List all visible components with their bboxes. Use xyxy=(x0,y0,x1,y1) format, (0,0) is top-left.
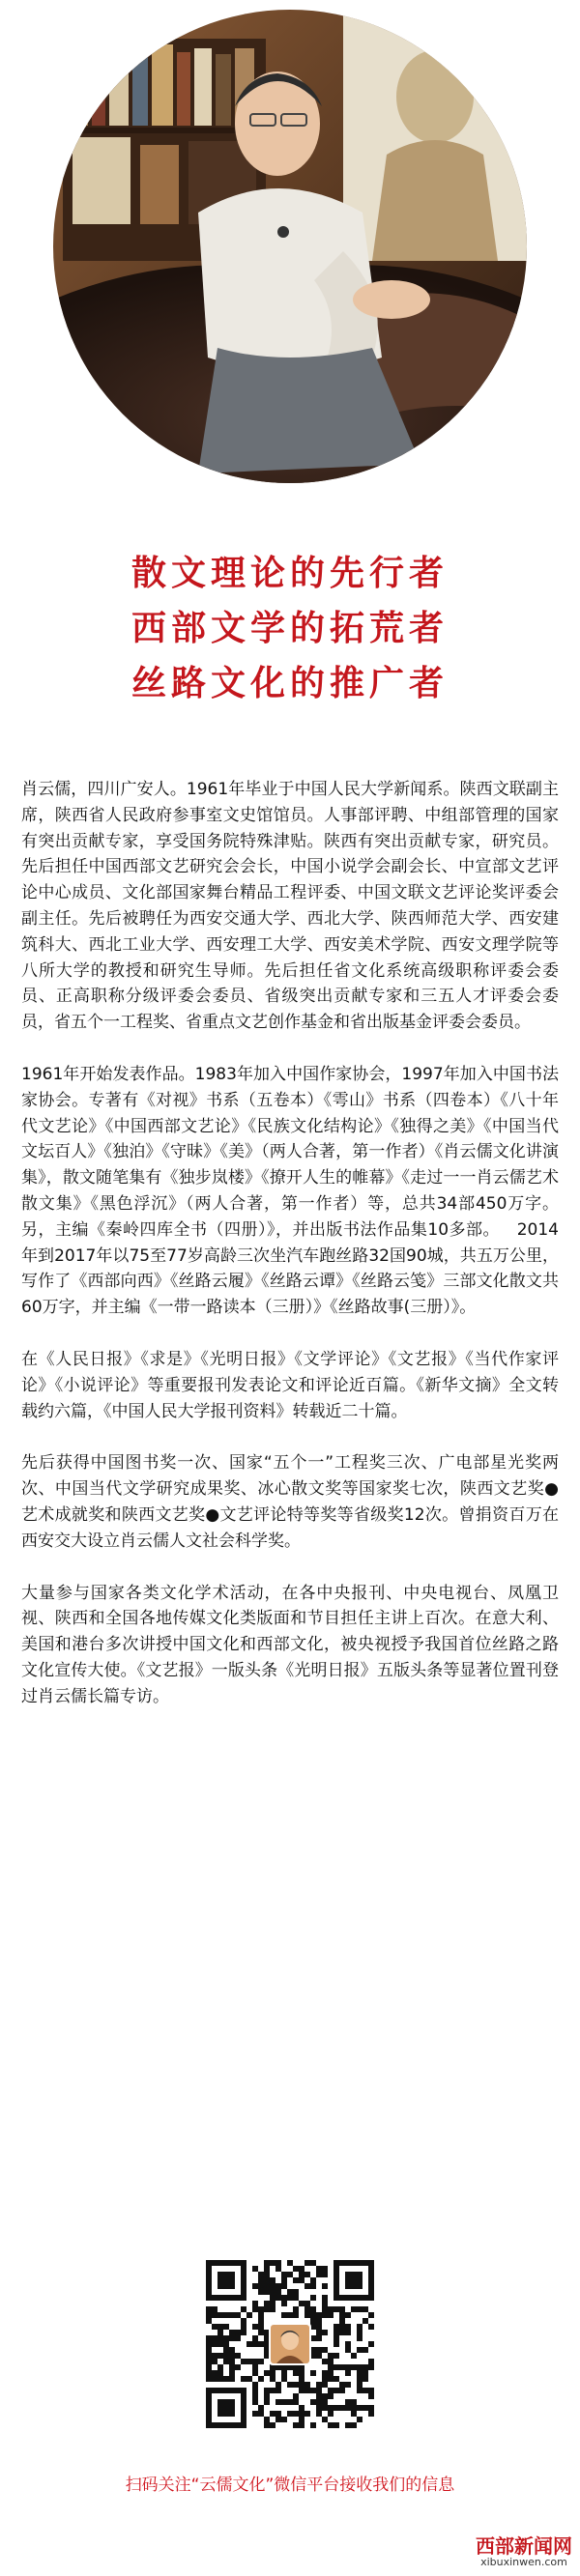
portrait-photo xyxy=(53,10,527,483)
headline-2: 西部文学的拓荒者 xyxy=(130,608,449,648)
site-watermark xyxy=(476,2536,572,2568)
qr-code xyxy=(203,2257,377,2431)
bio-paragraph-publications: 在《人民日报》《求是》《光明日报》《文学评论》《文艺报》《当代作家评论》《小说评论》等重要报刊发表论文和评论近百篇。《新华文摘》全文转载约六篇，《中国人民大学报刊资料》转载近二十篇。 xyxy=(21,1349,559,1421)
headline-3: 丝路文化的推广者 xyxy=(130,663,449,703)
watermark-logo: 西部新闻网 xyxy=(476,2534,572,2559)
bio-paragraph-awards: 先后获得中国图书奖一次、国家“五个一”工程奖三次、广电部星光奖两次、中国当代文学研究成果奖、冰心散文奖等国家奖七次，陕西文艺奖●艺术成就奖和陕西文艺奖●文艺评论特等奖等省级奖12次。曾捐资百万在西安交大设立肖云儒人文社会科学奖。 xyxy=(21,1453,559,1551)
headline-1: 散文理论的先行者 xyxy=(130,553,449,593)
bio-paragraph-activities: 大量参与国家各类文化学术活动，在各中央报刊、中央电视台、凤凰卫视、陕西和全国各地传媒文化类版面和节目担任主讲上百次。在意大利、美国和港台多次讲授中国文化和西部文化，被央视授予我国首位丝路之路文化宣传大使。《文艺报》一版头条《光明日报》五版头条等显著位置刊登过肖云儒长篇专访。 xyxy=(21,1583,559,1706)
qr-caption: 扫码关注“云儒文化”微信平台接收我们的信息 xyxy=(125,2476,455,2495)
bio-paragraph-intro: 肖云儒，四川广安人。1961年毕业于中国人民大学新闻系。陕西文联副主席，陕西省人民政府参事室文史馆馆员。人事部评聘、中组部管理的国家有突出贡献专家，享受国务院特殊津贴。陕西有突出贡献专家，研究员。先后担任中国西部文艺研究会会长，中国小说学会副会长、中宣部文艺评论中心成员、文化部国家舞台精品工程评委、中国文联文艺评论奖评委会副主任。先后被聘任为西安交通大学、西北大学、陕西师范大学、西安建筑科大、西北工业大学、西安理工大学、西安美术学院、西安文理学院等八所大学的教授和研究生导师。先后担任省文化系统高级职称评委会委员、正高职称分级评委会委员、省级突出贡献专家和三五人才评委会委员，省五个一工程奖、省重点文艺创作基金和省出版基金评委会委员。 xyxy=(21,780,559,1033)
watermark-domain: xibuxinwen.com xyxy=(480,2556,567,2569)
bio-paragraph-works: 1961年开始发表作品。1983年加入中国作家协会，1997年加入中国书法家协会。专著有《对视》书系（五卷本）《雩山》书系（四卷本）《八十年代文艺论》《中国西部文艺论》《民族文化结构论》《独得之美》《中国当代文坛百人》《独泊》《守昧》《美》（两人合著，第一作者）《肖云儒文化讲演集》，散文随笔集有《独步岚楼》《撩开人生的帷幕》《走过一一肖云儒艺术散文集》《黑色浮沉》（两人合著，第一作者）等，总共34部450万字。另，主编《秦岭四库全书（四册）》，并出版书法作品集10多部。 2014年到2017年以75至77岁高龄三次坐汽车跑丝路32国90城，共五万公里，写作了《西部向西》《丝路云履》《丝路云谭》《丝路云笺》三部文化散文共60万字，并主编《一带一路读本（三册）》《丝路故事(三册）》。 xyxy=(21,1064,559,1318)
biography-text xyxy=(21,777,559,1736)
qr-avatar-icon xyxy=(269,2323,311,2365)
